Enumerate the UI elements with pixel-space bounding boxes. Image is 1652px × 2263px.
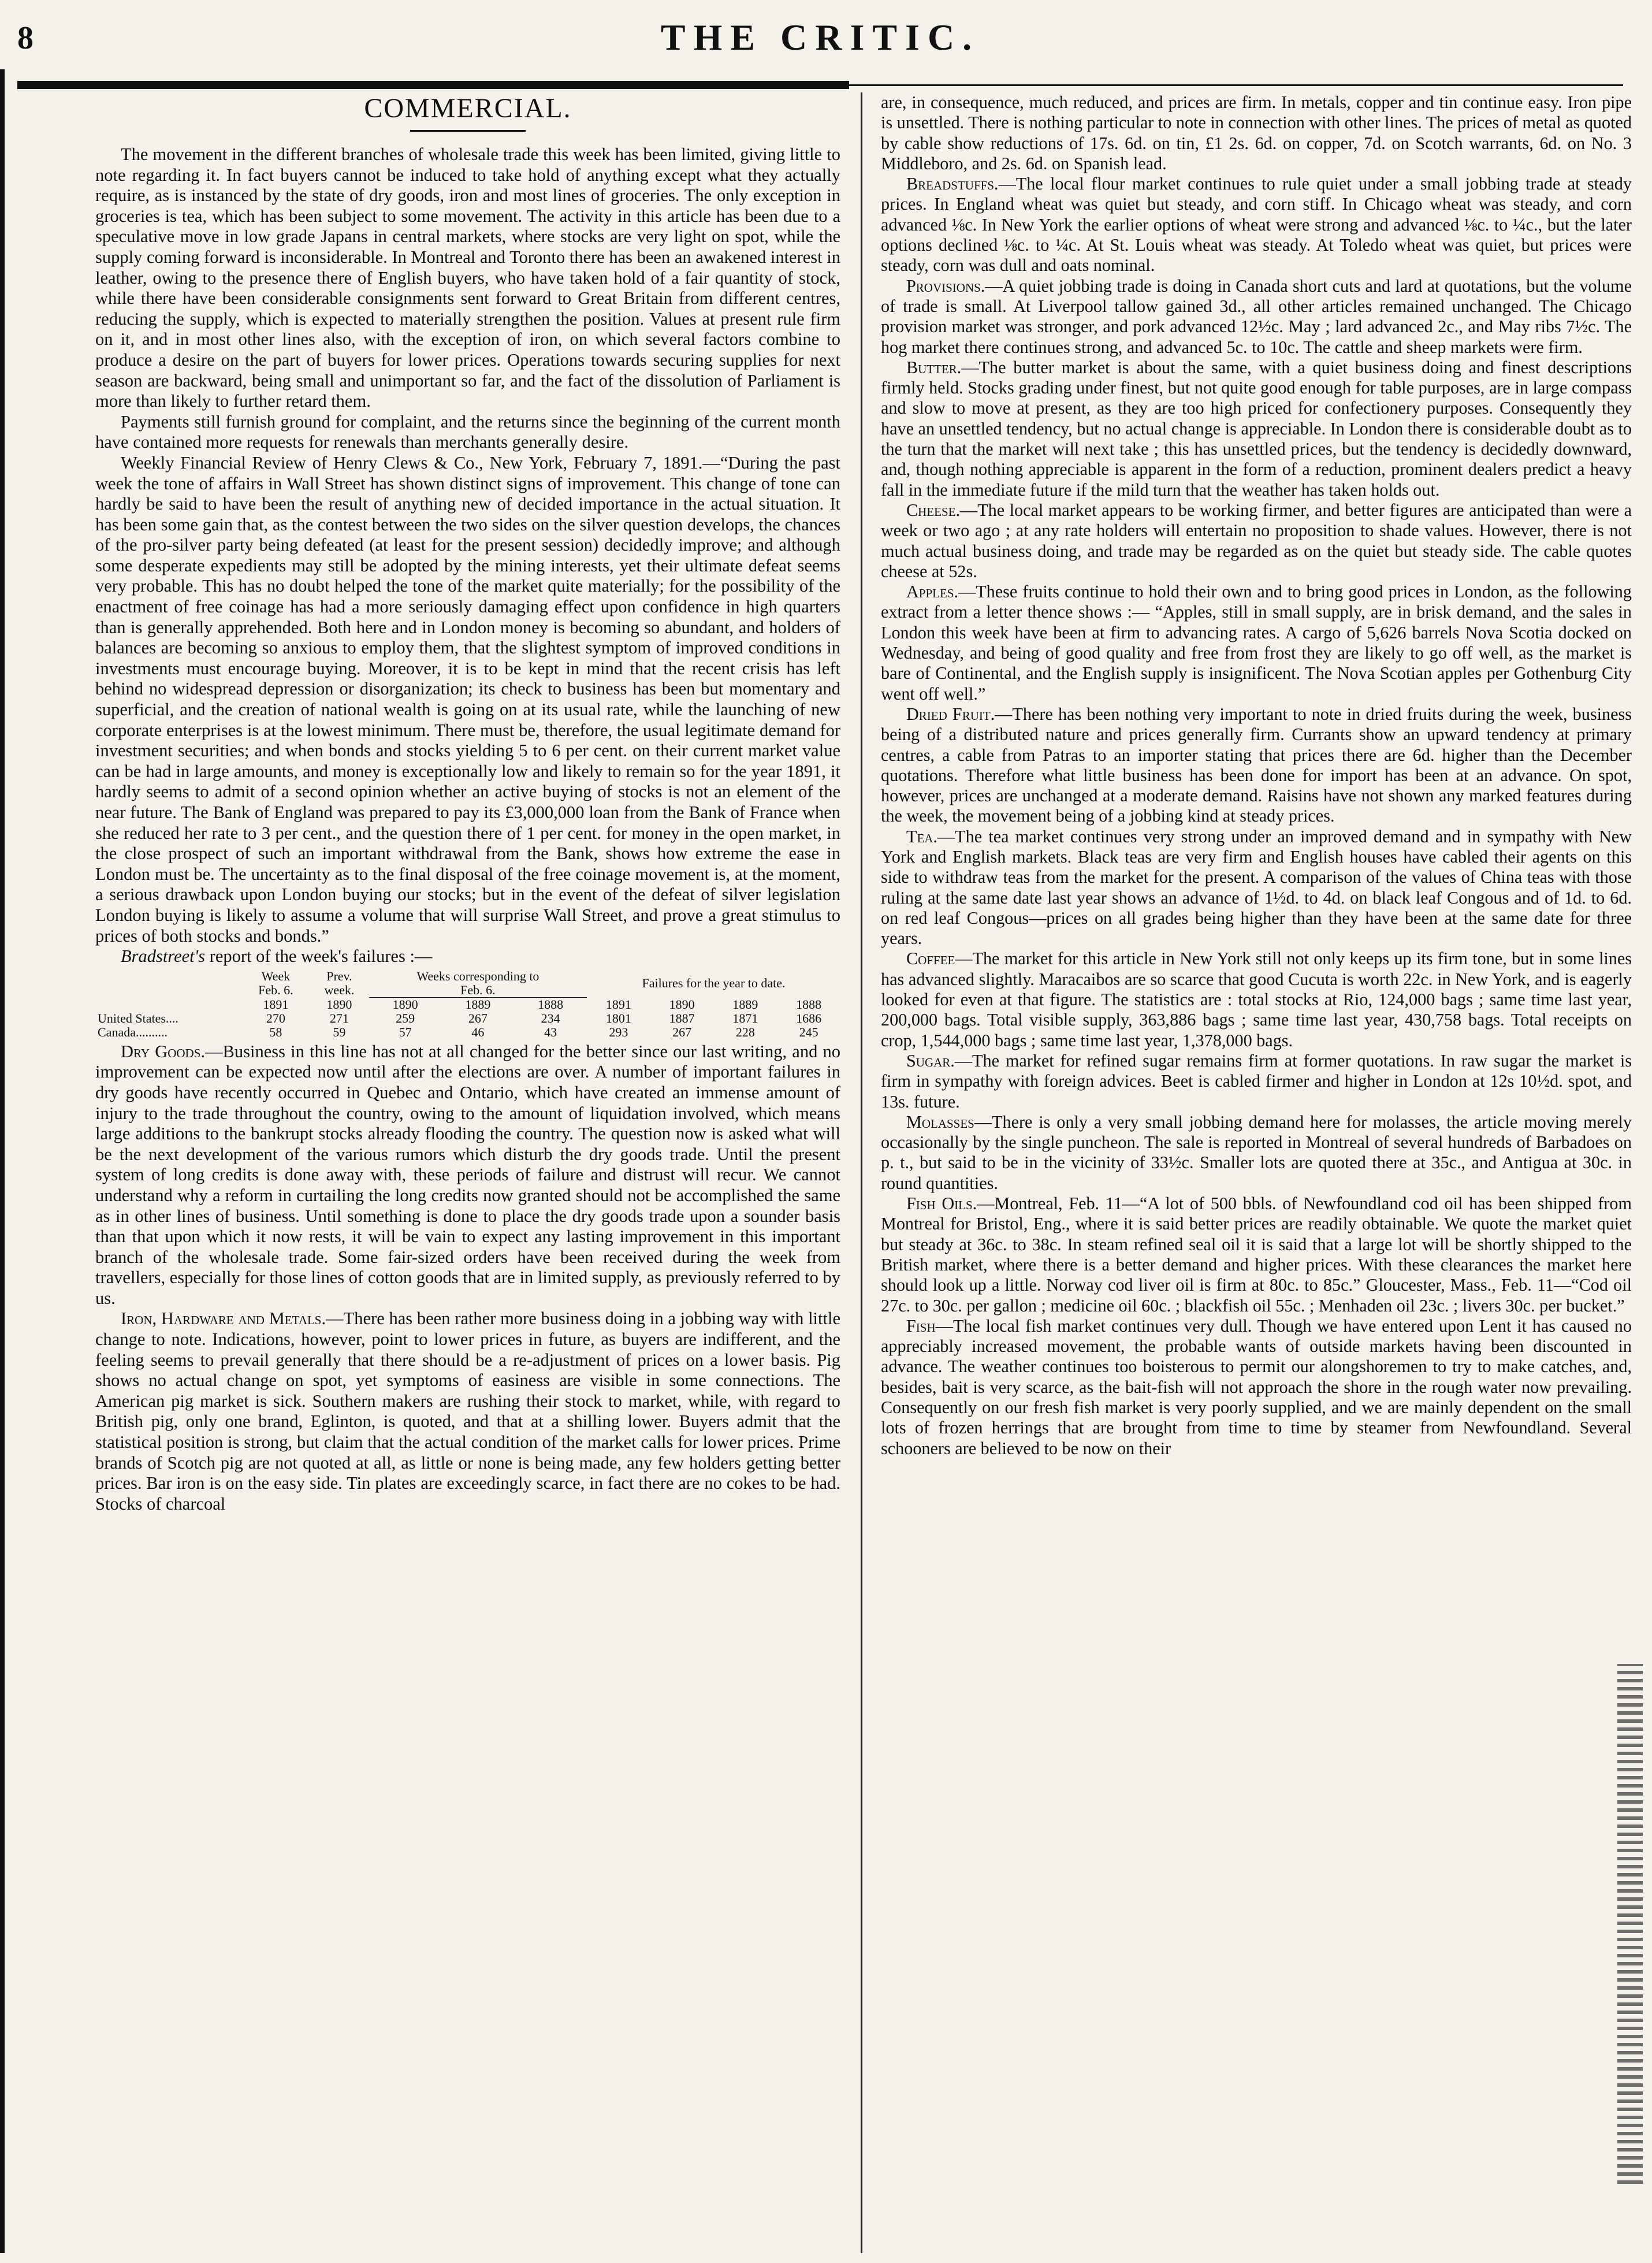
failures-year: 1888 [538, 997, 564, 1012]
failures-head-year-to-date: Failures for the year to date. [642, 976, 786, 990]
failures-corner [95, 969, 242, 983]
paragraph-lead: Cheese. [906, 500, 961, 520]
paragraph-lead: Coffee [906, 949, 955, 969]
header-rule-thin [849, 84, 1623, 86]
paragraph-emphasis: Bradstreet's [121, 946, 206, 967]
paragraph-lead: Apples. [906, 582, 959, 602]
failures-cell: 271 [329, 1010, 349, 1025]
paragraph-lead: Dried Fruit. [906, 704, 995, 724]
article-paragraph [881, 1316, 1632, 1459]
article-paragraph [95, 1042, 840, 1309]
failures-year: 1891 [605, 997, 631, 1012]
paragraph-lead: Sugar. [906, 1050, 955, 1071]
paragraph-text: —There is only a very small jobbing demand here for molasses, the article moving merely occasionally by the single puncheon. The sale is reported in Montreal of several hundreds of Barbadoes on p. t., but said to be in the vicinity of 33½c. Smaller lots are quoted there at 35c., and Antigua at 30c. in round quantities. [881, 1112, 1632, 1193]
failures-cell: 1887 [669, 1010, 695, 1025]
failures-head-feb6: Feb. 6. [258, 983, 293, 997]
paragraph-lead: Fish [906, 1316, 936, 1336]
failures-year: 1890 [326, 997, 352, 1012]
failures-cell: 1801 [605, 1010, 631, 1025]
article-paragraph [881, 704, 1632, 827]
paragraph-lead: Iron, Hardware and Metals. [121, 1309, 326, 1329]
failures-row-label: Canada.......... [98, 1024, 168, 1039]
failures-cell: 293 [609, 1024, 628, 1039]
failures-year: 1889 [465, 997, 491, 1012]
page-header [17, 16, 1623, 80]
failures-head-corresponding: Weeks corresponding to [416, 968, 539, 983]
paragraph-text: —A quiet jobbing trade is doing in Canada short cuts and lard at quotations, but the volume of trade is small. At Liverpool tallow gained 3d., all other articles remained unchanged. The Chicago provision market was stronger, and pork advanced 12½c. May ; lard advanced 2c., and May ribs 7½c. The hog market there continues strong, and advanced 5c. to 10c. The cattle and sheep markets were firm. [881, 276, 1632, 357]
failures-body [95, 1012, 840, 1039]
article-paragraph [881, 1194, 1632, 1316]
article-paragraph [881, 174, 1632, 276]
failures-year: 1889 [732, 997, 758, 1012]
paragraph-lead: Tea. [906, 826, 937, 846]
paragraph-text: —The local fish market continues very dull. Though we have entered upon Lent it has caused no appreciably increased movement, the probable wants of outside markets having been discounted in advance. The weather continues too boisterous to permit our alongshoremen to try to make catches, and, besides, bait is very scarce, as the bait-fish will not approach the shore in the rough water now prevailing. Consequently on our fresh fish market is very poorly supplied, and we are mainly dependent on the small lots of frozen herrings that are brought from time to time by steamer from Newfoundland. Several schooners are believed to be now on their [881, 1316, 1632, 1458]
paragraph-text: —The market for this article in New York still not only keeps up its firm tone, but in some lines has advanced slightly. Maracaibos are so scarce that good Cucuta is worth 22c. in New York, and is eagerly looked for even at that figure. The statistics are : total stocks at Rio, 124,000 bags ; same time last year, 200,000 bags. Total visible supply, 363,886 bags ; same time last year, 430,758 bags. Total receipts on crop, 1,544,000 bags ; same time last year, 1,378,000 bags. [881, 949, 1632, 1050]
left-paragraphs-continued [95, 1042, 840, 1515]
paragraph-text: —There has been nothing very important to note in dried fruits during the week, business being of a distributed nature and prices generally firm. Currants show an upward tendency at primary centres, a cable from Patras to an importer stating that prices there are 6d. higher than the December quotations. Therefore what little business has been done for import has been at an advance. On spot, however, prices are unchanged at a moderate demand. Raisins have not shown any marked features during the week, the movement being of a jobbing kind at steady prices. [881, 704, 1632, 826]
section-title: COMMERCIAL. [364, 93, 572, 124]
right-paragraphs [881, 92, 1632, 1459]
article-paragraph [881, 582, 1632, 704]
paragraph-text: —Business in this line has not at all changed for the better since our last writing, and no improvement can be expected now until after the elections are over. A number of important failures in dry goods have recently occurred in Quebec and Ontario, which have created an immense amount of injury to the trade throughout the country, owing to the amount of liquidation involved, which means large additions to the bankrupt stocks already flooding the country. The question now is asked what will be the next development of the various rumors which disturb the dry goods trade. Until the present system of long credits is done away with, these periods of failure and distrust will recur. We cannot understand why a reform in curtailing the long credits now granted should not be accomplished the same as in other lines of business. Until something is done to place the dry goods trade upon a sounder basis than that upon which it now rests, it will be vain to expect any lasting improvement in this important branch of the wholesale trade. Some fair-sized orders have been received during the week from travellers, especially for those lines of cotton goods that are in limited supply, as previously referred to by us. [95, 1041, 840, 1308]
article-paragraph [881, 276, 1632, 358]
failures-cell: 270 [266, 1010, 285, 1025]
paragraph-text: —The market for refined sugar remains firm at former quotations. In raw sugar the market is firm in sympathy with foreign advices. Beet is cabled firmer and higher in London at 12s 10½d. spot, and 13s. future. [881, 1050, 1632, 1112]
article-paragraph [881, 949, 1632, 1050]
failures-head-week2: week. [324, 983, 355, 997]
paragraph-text: Weekly Financial Review of Henry Clews & Co., New York, February 7, 1891.—“During the past week the tone of affairs in Wall Street has shown distinct signs of improvement. This change of tone can hardly be said to have been the result of anything new of decided importance in the actual situation. It has been some gain that, as the contest between the two sides on the silver question develops, the chances of the pro-silver party being defeated (at least for the present session) decidedly improve; and although some desperate expedients may still be adopted by the mining interests, yet their ultimate defeat seems very probable. This has no doubt helped the tone of the market quite materially; for the possibility of the enactment of free coinage has had a more seriously damaging effect upon confidence in high quarters than is generally apprehended. Both here and in London money is becoming so abundant, and holders of balances are becoming so anxious to employ them, that the slightest symptom of improved conditions in investments must encourage buying. Moreover, it is to be kept in mind that the recent crisis has left behind no widespread depression or disorganization; its check to business has been but momentary and superficial, and the creation of national wealth is going on at its usual rate, while the launching of new corporate enterprises is at the lowest minimum. There must be, therefore, the usual legitimate demand for investment securities; and when bonds and stocks yielding 5 to 6 per cent. on their current market value can be had in large amounts, and money is exceptionally low and likely to remain so for the year 1891, it hardly seems to admit of a second opinion whether an active buying of stocks is not an element of the near future. The Bank of England was prepared to pay its £3,000,000 loan from the Bank of France when she reduced her rate to 3 per cent., and the question there of 1 per cent. for money in the open market, in the close prospect of such an important withdrawal from the Bank, shows how extreme the ease in London must be. The uncertainty as to the final disposal of the free coinage movement is, at the moment, a serious drawback upon London buying our stocks; but in the event of the defeat of silver legislation London buying is likely to assume a volume that will surprise Wall Street, and prove a great stimulus to prices of both stocks and bonds.” [95, 452, 840, 946]
failures-cell: 1686 [796, 1010, 822, 1025]
failures-cell: 57 [399, 1024, 412, 1039]
paragraph-lead: Fish Oils. [906, 1194, 977, 1214]
paragraph-lead: Provisions. [906, 276, 985, 296]
failures-year: 1891 [263, 997, 289, 1012]
failures-cell: 259 [396, 1010, 415, 1025]
page-number: 8 [17, 20, 34, 56]
title-rule [410, 130, 526, 132]
article-paragraph [881, 358, 1632, 500]
article-paragraph [881, 827, 1632, 949]
torn-page-edge [1617, 1664, 1643, 2184]
failures-head-feb6-group: Feb. 6. [369, 983, 587, 998]
failures-cell: 245 [799, 1024, 818, 1039]
article-paragraph [881, 92, 1632, 174]
paragraph-text: —These fruits continue to hold their own and to bring good prices in London, as the following extract from a letter thence shows :— “Apples, still in small supply, are in brisk demand, and the sales in London this week have been at firm to advancing rates. A cargo of 5,626 barrels Nova Scotia docked on Wednesday, and being of good quality and free from frost they are likely to go off well, as the market is bare of Continental, and the English supply is insignificent. The Nova Scotian apples per Gothenburg City went off well.” [881, 582, 1632, 704]
failures-years-row [95, 997, 840, 1012]
paragraph-text: —The tea market continues very strong under an improved demand and in sympathy with New York and English markets. Black teas are very firm and English houses have cabled their agents on this side to withdraw teas from the market for the present. A comparison of the values of China teas with those ruling at the same date last year shows an advance of 1½d. to 4d. on black leaf Congous and of 1d. to 6d. on red leaf Congous—prices on all grades being higher than they have been at the same date for three years. [881, 826, 1632, 949]
failures-cell: 1871 [732, 1010, 758, 1025]
failures-table [95, 969, 840, 1039]
table-row [95, 1012, 840, 1025]
article-paragraph [881, 1051, 1632, 1112]
failures-cell: 59 [333, 1024, 346, 1039]
paragraph-text: —The butter market is about the same, with a quiet business doing and finest descriptions firmly held. Stocks grading under finest, but not quite good enough for table purposes, are in large compass and slow to move at present, as they are too high priced for confectionery purposes. Consequently they have an unsettled tendency, but no actual change is appreciable. In London there is considerable doubt as to the turn that the market will next take ; this has unsettled prices, but the tendency is decidedly downward, and, though nothing appreciable is apparent in the form of a reduction, prominent dealers predict a heavy fall in the immediate future if the mild turn that the weather has taken holds out. [881, 357, 1632, 500]
header-rule-thick [17, 81, 849, 89]
table-row [95, 1025, 840, 1039]
article-paragraph [881, 1112, 1632, 1194]
failures-head-prev: Prev. [326, 968, 352, 983]
paragraph-lead: Dry Goods. [121, 1041, 206, 1061]
failures-cell: 228 [735, 1024, 755, 1039]
page-edge-shadow [0, 69, 5, 2253]
failures-year: 1888 [796, 997, 822, 1012]
paragraph-text: —There has been rather more business doing in a jobbing way with little change to note. Indications, however, point to lower prices in future, as buyers are indifferent, and the feeling seems to prevail generally that there should be a re-adjustment of prices on a lower basis. Pig shows no actual change on spot, yet symptoms of easiness are visible in some connections. The American pig market is sick. Southern makers are rushing their stock to market, while, with regard to British pig, only one brand, Eglinton, is quoted, and that at a shilling lower. Buyers admit that the statistical position is strong, but claim that the actual condition of the market calls for lower prices. Prime brands of Scotch pig are not quoted at all, as little or none is being made, any few holders getting better prices. Bar iron is on the easy side. Tin plates are exceedingly scarce, in fact there are no cokes to be had. Stocks of charcoal [95, 1309, 840, 1514]
masthead: THE CRITIC. [660, 17, 980, 58]
failures-cell: 267 [672, 1024, 692, 1039]
column-divider [861, 92, 862, 2253]
right-column [881, 92, 1632, 2253]
paragraph-lead: Butter. [906, 357, 962, 377]
failures-cell: 46 [471, 1024, 485, 1039]
failures-cell: 58 [269, 1024, 282, 1039]
paragraph-text: report of the week's failures :— [205, 946, 433, 967]
failures-row-label: United States.... [98, 1010, 178, 1025]
paragraph-text: —The local market appears to be working firmer, and better figures are anticipated than were a week or two ago ; at any rate holders will entertain no proposition to shade values. However, there is not much actual business doing, and trade may be regarded as on the quiet but steady side. The cable quotes cheese at 52s. [881, 500, 1632, 581]
article-paragraph [95, 412, 840, 453]
failures-year: 1890 [392, 997, 418, 1012]
failures-cell: 267 [468, 1010, 488, 1025]
paragraph-text: The movement in the different branches of wholesale trade this week has been limited, giving little to note regarding it. In fact buyers cannot be induced to take hold of anything except what they actually require, as is instanced by the state of dry goods, iron and most lines of groceries. The only exception in groceries is tea, which has been subject to some movement. The activity in this article has been due to a speculative move in low grade Japans in central markets, where stocks are very light on spot, while the supply coming forward is inconsiderable. In Montreal and Toronto there has been an awakened interest in leather, owing to the presence there of English buyers, who have taken hold of a fair quantity of stock, while there have been considerable consignments sent forward to Great Britain from different centres, reducing the supply, which is expected to materially strengthen the position. Values at present rule firm on it, and in most other lines also, with the exception of iron, on which several factors combine to produce a desire on the part of buyers for lower prices. Operations towards securing supplies for next season are backward, being small and unimportant so far, and the fact of the dissolution of Parliament is more than likely to further retard them. [95, 144, 840, 411]
failures-cell: 234 [541, 1010, 560, 1025]
left-paragraphs [95, 144, 840, 967]
paragraph-text: Payments still furnish ground for complaint, and the returns since the beginning of the current month have contained more requests for renewals than merchants generally desire. [95, 411, 840, 452]
article-paragraph [95, 1309, 840, 1514]
failures-year: 1890 [669, 997, 695, 1012]
failures-head-week: Week [261, 968, 291, 983]
article-paragraph [881, 500, 1632, 582]
paragraph-lead: Breadstuffs. [906, 174, 999, 194]
paragraph-lead: Molasses [906, 1112, 974, 1132]
article-paragraph [95, 453, 840, 946]
paragraph-text: —The local flour market continues to rule quiet under a small jobbing trade at steady prices. In England wheat was quiet but steady, and corn stiff. In Chicago wheat was steady, and corn advanced ⅛c. In New York the earlier options of wheat were strong and advanced ⅛c. to ¼c., but the later options declined ⅛c. to ¼c. At St. Louis wheat was steady. At Toledo wheat was quiet, but prices were steady, corn was dull and oats nominal. [881, 174, 1632, 276]
failures-cell: 43 [544, 1024, 557, 1039]
article-paragraph [95, 946, 840, 967]
paragraph-text: are, in consequence, much reduced, and prices are firm. In metals, copper and tin continue easy. Iron pipe is unsettled. There is nothing particular to note in connection with other lines. The prices of metal as quoted by cable show reductions of 17s. 6d. on tin, £1 2s. 6d. on copper, 7d. on Scotch warrants, 6d. on No. 3 Middleboro, and 2s. 6d. on Spanish lead. [881, 92, 1632, 173]
paragraph-text: —Montreal, Feb. 11—“A lot of 500 bbls. of Newfoundland cod oil has been shipped from Montreal for Bristol, Eng., where it is said better prices are readily obtainable. We quote the market quiet but steady at 36c. to 38c. In steam refined seal oil it is said that a large lot will be shortly shipped to the British market, where there is a better demand and higher prices. With these clearances the market here should look up a little. Norway cod liver oil is firm at 80c. to 85c.” Gloucester, Mass., Feb. 11—“Cod oil 27c. to 30c. per gallon ; medicine oil 60c. ; blackfish oil 55c. ; Menhaden oil 23c. ; livers 30c. per bucket.” [881, 1194, 1632, 1316]
left-column [95, 92, 840, 2253]
article-paragraph [95, 144, 840, 412]
